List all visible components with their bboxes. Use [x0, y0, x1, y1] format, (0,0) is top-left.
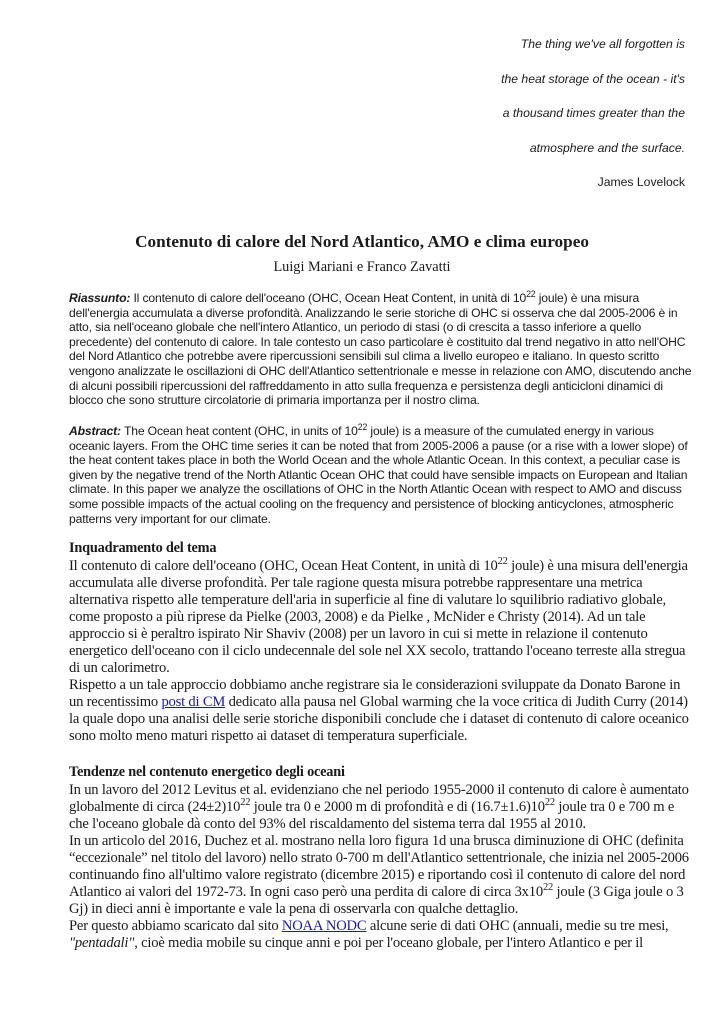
page-title: Contenuto di calore del Nord Atlantico, AMO e clima europeo: [135, 232, 589, 251]
epigraph-quote: [501, 36, 685, 190]
paragraph-text: alcune serie di dati OHC (annuali, medie su tre mesi,: [366, 918, 669, 934]
paragraph-text: Il contenuto di calore dell'oceano (OHC, Ocean Heat Content, in unità di 10: [69, 558, 498, 574]
authors-line: Luigi Mariani e Franco Zavatti: [273, 259, 451, 275]
post-di-cm-link[interactable]: post di CM: [161, 694, 226, 710]
paragraph-text: joule (3 Giga joule o 3 Gj) in dieci anni è importante e vale la pena di osservarla con qualche dettaglio.: [69, 884, 684, 917]
paragraph: [69, 918, 697, 952]
epigraph-line: the heat storage of the ocean - it's: [501, 71, 685, 86]
paragraph: [69, 558, 697, 677]
noaa-nodc-link[interactable]: NOAA NODC: [281, 918, 367, 934]
superscript: 22: [357, 422, 368, 433]
paragraph: [69, 833, 697, 918]
abstract-text: The Ocean heat content (OHC, in units of 10: [120, 424, 358, 438]
superscript: 22: [240, 797, 251, 809]
section-tendenze: [69, 764, 697, 952]
epigraph-author: James Lovelock: [597, 175, 685, 190]
riassunto-label: Riassunto:: [69, 291, 131, 305]
abstract-label: Abstract:: [69, 424, 121, 438]
epigraph-line: a thousand times greater than the: [502, 106, 685, 121]
paragraph-text: joule tra 0 e 2000 m di profondità e di (16.7±1.6)10: [250, 799, 545, 815]
superscript: 22: [544, 797, 555, 809]
epigraph-line: The thing we've all forgotten is: [520, 37, 685, 51]
riassunto-text: joule) è una misura dell'energia accumulata a diverse profondità. Analizzando le serie storiche di OHC si osserva che dal 2005-2006 è in atto, sia nell'oceano globale che nell'intero Atlantico, un periodo di stasi (o di crescita a tasso inferiore a quello precedente) del contenuto di calore. In tale contesto un caso particolare è costituito dal trend negativo in atto nell'OHC del Nord Atlantico che potrebbe avere ripercussioni sensibili sul clima a livello europeo e italiano. In questo scritto vengono analizzate le oscillazioni di OHC dell'Atlantico settentrionale e messe in relazione con AMO, discutendo anche di alcuni possibili ripercussioni del raffreddamento in atto sulla frequenza e persistenza degli anticicloni dinamici di blocco che sono strutture circolatorie di primaria importanza per il nostro clima.: [69, 291, 692, 408]
riassunto-block: [69, 291, 693, 408]
paragraph: [69, 782, 697, 833]
paragraph-text: dedicato alla pausa nel Global warming che la voce critica di Judith Curry (2014) la quale dopo una analisi delle serie storiche disponibili conclude che i dataset di contenuto di calore oceanico sono molto meno maturi rispetto ai dataset di temperatura superficiale.: [69, 694, 689, 744]
abstract-text: joule) is a measure of the cumulated energy in various oceanic layers. From the OHC time series it can be noted that from 2005-2006 a pause (or a rise with a lower slope) of the heat content takes place in both the World Ocean and the whole Atlantic Ocean. In this context, a peculiar case is given by the negative trend of the North Atlantic Ocean OHC that could have sensible impacts on European and Italian climate. In this paper we analyze the oscillations of OHC in the North Atlantic Ocean with respect to AMO and discuss some possible impacts of the actual cooling on the frequency and persistence of blocking anticyclones, atmospheric patterns very important for our climate.: [69, 424, 688, 526]
riassunto-text: Il contenuto di calore dell'oceano (OHC, Ocean Heat Content, in unità di 10: [130, 291, 527, 305]
superscript: 22: [497, 556, 508, 568]
paragraph-text: , cioè media mobile su cinque anni e poi per l'oceano globale, per l'intero Atlantico e per il: [134, 935, 644, 951]
paragraph-text: In un articolo del 2016, Duchez et al. mostrano nella loro figura 1d una brusca diminuzione di OHC (definita “eccezionale” nel titolo del lavoro) nello strato 0-700 m dell'Atlantico settentrionale, che inizia nel 2005-2006 continuando fino all'ultimo valore registrato (dicembre 2015) e riportando così il contenuto di calore del nord Atlantico ai valori del 1972-73. In ogni caso però una perdita di calore di circa 3x10: [69, 833, 689, 900]
paragraph: [69, 677, 697, 745]
paragraph-text: joule tra 0 e 700 m e che l'oceano globale dà conto del 93% del riscaldamento del sistema terra dal 1955 al 2010.: [69, 799, 675, 832]
paragraph-text: joule) è una misura dell'energia accumulata alle diverse profondità. Per tale ragione questa misura potrebbe rappresentare una metrica alternativa rispetto alle temperature dell'aria in superficie al fine di valutare lo squilibrio radiativo globale, come proposto a più riprese da Pielke (2003, 2008) e da Pielke , McNider e Christy (2014). Ad un tale approccio si è peraltro ispirato Nir Shaviv (2008) per un lavoro in cui si mette in relazione il contenuto energetico dell'oceano con il ciclo undecennale del sole nel XX secolo, trattando l'oceano terreste alla stregua di un calorimetro.: [69, 558, 688, 676]
paragraph-text: In un lavoro del 2012 Levitus et al. evidenziano che nel periodo 1955-2000 il contenuto di calore è aumentato globalmente di circa (24±2)10: [69, 782, 689, 815]
section-inquadramento: [69, 540, 697, 745]
superscript: 22: [526, 289, 536, 300]
paragraph-text: Rispetto a un tale approccio dobbiamo anche registrare sia le considerazioni sviluppate da Donato Barone in un recentissimo: [69, 677, 681, 710]
superscript: 22: [542, 882, 554, 894]
section-heading: Inquadramento del tema: [69, 540, 217, 556]
abstract-block: [69, 424, 693, 526]
paragraph-text: Per questo abbiamo scaricato dal sito: [69, 918, 282, 934]
section-heading: Tendenze nel contenuto energetico degli oceani: [69, 764, 345, 780]
epigraph-line: atmosphere and the surface.: [529, 140, 685, 155]
italic-term: "pentadali": [69, 935, 135, 951]
